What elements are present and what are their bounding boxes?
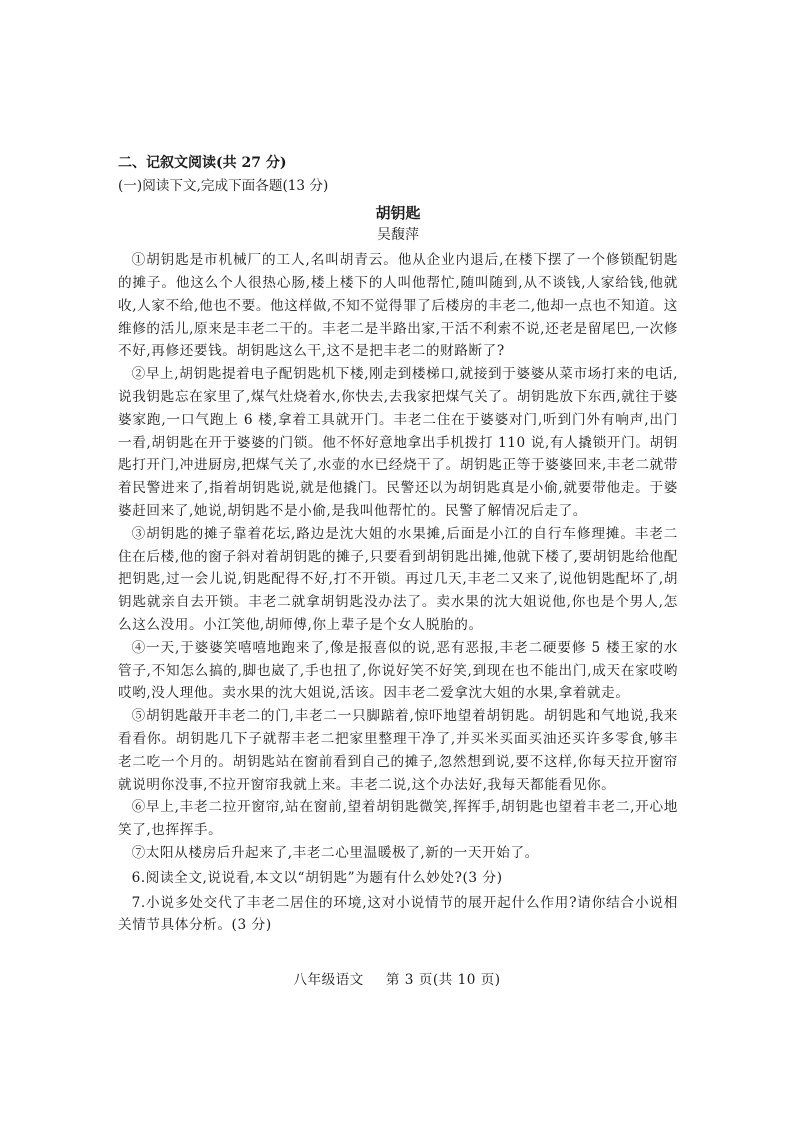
story-author: 吴馥萍 [377, 227, 419, 244]
footer-page-number: 第 3 页(共 10 页) [385, 972, 501, 988]
story-title: 胡钥匙 [375, 203, 421, 222]
paragraph-5: ⑤胡钥匙敲开丰老二的门,丰老二一只脚踮着,惊吓地望着胡钥匙。胡钥匙和气地说,我来看看你。胡钥匙几下子就帮丰老二把家里整理干净了,并买米买面买油还买许多零食,够丰老二吃一个月的。胡钥匙站在窗前看到自己的摊子,忽然想到说,要不这样,你每天拉开窗帘就说明你没事,不拉开窗帘我就上来。丰老二说,这个办法好,我每天都能看见你。 [118, 708, 678, 793]
question-7: 7.小说多处交代了丰老二居住的环境,这对小说情节的展开起什么作用?请你结合小说相关情节具体分析。(3 分) [118, 894, 678, 934]
paragraph-2: ②早上,胡钥匙提着电子配钥匙机下楼,刚走到楼梯口,就接到于婆婆从菜市场打来的电话,说我钥匙忘在家里了,煤气灶烧着水,你快去,去我家把煤气关了。胡钥匙放下东西,就往于婆婆家跑,一口气跑上 6 楼,拿着工具就开门。丰老二住在于婆婆对门,听到门外有响声,出门一看,胡钥匙在开于婆婆的门锁。他不怀好意地拿出手机拨打 110 说,有人撬锁开门。胡钥匙打开门,冲进厨房,把煤气关了,水壶的水已经烧干了。胡钥匙正等于婆婆回来,丰老二就带着民警进来了,指着胡钥匙说,就是他撬门。民警还以为胡钥匙真是小偷,就要带他走。于婆婆赶回来了,她说,胡钥匙不是小偷,是我叫他帮忙的。民警了解情况后走了。 [118, 366, 678, 519]
question-6: 6.阅读全文,说说看,本文以“胡钥匙”为题有什么妙处?(3 分) [131, 869, 503, 886]
paragraph-3: ③胡钥匙的摊子靠着花坛,路边是沈大姐的水果摊,后面是小江的自行车修理摊。丰老二住在后楼,他的窗子斜对着胡钥匙的摊子,只要看到胡钥匙出摊,他就下楼了,要胡钥匙给他配把钥匙,过一会儿说,钥匙配得不好,打不开锁。再过几天,丰老二又来了,说他钥匙配坏了,胡钥匙就亲自去开锁。丰老二就拿胡钥匙没办法了。卖水果的沈大姐说他,你也是个男人,怎么这么没用。小江笑他,胡师傅,你上辈子是个女人脱胎的。 [118, 525, 678, 633]
section-title: 二、记叙文阅读(共 27 分) [118, 155, 287, 171]
paragraph-4: ④一天,于婆婆笑嘻嘻地跑来了,像是报喜似的说,恶有恶报,丰老二硬要修 5 楼王家的水管子,不知怎么搞的,脚也崴了,手也扭了,你说好笑不好笑,到现在也不能出门,成天在家哎哟哎哟,没人理他。卖水果的沈大姐说,活该。因丰老二爱拿沈大姐的水果,拿着就走。 [118, 639, 678, 702]
page-footer [0, 968, 794, 988]
paragraph-6: ⑥早上,丰老二拉开窗帘,站在窗前,望着胡钥匙微笑,挥挥手,胡钥匙也望着丰老二,开心地笑了,也挥挥手。 [118, 799, 678, 839]
paragraph-1: ①胡钥匙是市机械厂的工人,名叫胡青云。他从企业内退后,在楼下摆了一个修锁配钥匙的摊子。他这么个人很热心肠,楼上楼下的人叫他帮忙,随叫随到,从不谈钱,人家给钱,他就收,人家不给,他也不要。他这样做,不知不觉得罪了后楼房的丰老二,他却一点也不知道。这维修的活儿,原来是丰老二干的。丰老二是半路出家,干活不利索不说,还老是留尾巴,一次修不好,再修还要钱。胡钥匙这么干,这不是把丰老二的财路断了? [118, 252, 678, 360]
paragraph-7: ⑦太阳从楼房后升起来了,丰老二心里温暖极了,新的一天开始了。 [131, 844, 539, 861]
page-content [118, 152, 678, 937]
section-subtitle: (一)阅读下文,完成下面各题(13 分) [118, 177, 329, 194]
footer-subject: 八年级语文 [293, 972, 364, 988]
